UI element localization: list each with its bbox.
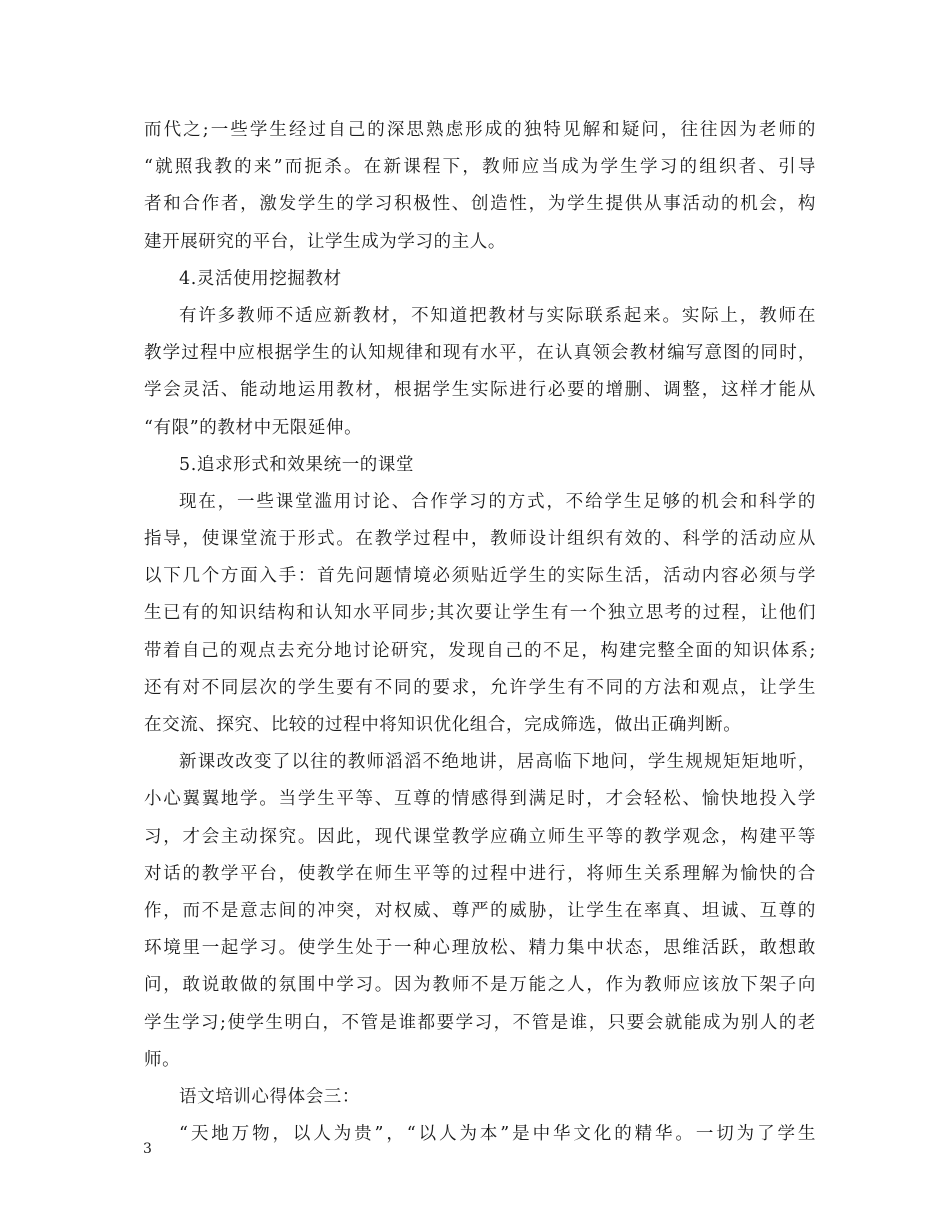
text-line: 学生学习;使学生明白，不管是谁都要学习，不管是谁，只要会就能成为别人的老 — [144, 1012, 816, 1033]
text-line: 语文培训心得体会三： — [179, 1086, 360, 1107]
text-line: “有限”的教材中无限延伸。 — [144, 417, 363, 438]
text-line: 4.灵活使用挖掘教材 — [179, 268, 342, 289]
text-line: 对话的教学平台，使教学在师生平等的过程中进行，将师生关系理解为愉快的合 — [144, 863, 816, 884]
text-line: 建开展研究的平台，让学生成为学习的主人。 — [144, 231, 506, 252]
text-line: 生已有的知识结构和认知水平同步;其次要让学生有一个独立思考的过程，让他们 — [144, 603, 816, 624]
text-line: 新课改改变了以往的教师滔滔不绝地讲，居高临下地问，学生规规矩矩地听， — [179, 752, 816, 773]
text-line: “天地万物，以人为贵”，“以人为本”是中华文化的精华。一切为了学生 — [179, 1124, 816, 1145]
text-line: 有许多教师不适应新教材，不知道把教材与实际联系起来。实际上，教师在 — [179, 305, 816, 326]
text-line: 5.追求形式和效果统一的课堂 — [179, 454, 415, 475]
text-line: 小心翼翼地学。当学生平等、互尊的情感得到满足时，才会轻松、愉快地投入学 — [144, 789, 816, 810]
text-line: 学会灵活、能动地运用教材，根据学生实际进行必要的增删、调整，这样才能从 — [144, 380, 816, 401]
text-line: 环境里一起学习。使学生处于一种心理放松、精力集中状态，思维活跃，敢想敢 — [144, 938, 816, 959]
text-line: 作，而不是意志间的冲突，对权威、尊严的威胁，让学生在率真、坦诚、互尊的 — [144, 900, 816, 921]
text-line: 还有对不同层次的学生要有不同的要求，允许学生有不同的方法和观点，让学生 — [144, 677, 816, 698]
text-line: 者和合作者，激发学生的学习积极性、创造性，为学生提供从事活动的机会，构 — [144, 194, 816, 215]
text-line: 问，敢说敢做的氛围中学习。因为教师不是万能之人，作为教师应该放下架子向 — [144, 975, 816, 996]
page-number: 3 — [143, 1141, 152, 1157]
text-line: 指导，使课堂流于形式。在教学过程中，教师设计组织有效的、科学的活动应从 — [144, 529, 816, 550]
text-line: 在交流、探究、比较的过程中将知识优化组合，完成筛选，做出正确判断。 — [144, 715, 742, 735]
text-line: 以下几个方面入手：首先问题情境必须贴近学生的实际生活，活动内容必须与学 — [144, 566, 816, 587]
document-body — [144, 112, 816, 1153]
text-line: 师。 — [144, 1049, 181, 1070]
text-line: 现在，一些课堂滥用讨论、合作学习的方式，不给学生足够的机会和科学的 — [179, 491, 816, 512]
text-line: “就照我教的来”而扼杀。在新课程下，教师应当成为学生学习的组织者、引导 — [144, 157, 816, 178]
text-line: 习，才会主动探究。因此，现代课堂教学应确立师生平等的教学观念，构建平等 — [144, 826, 816, 847]
text-line: 教学过程中应根据学生的认知规律和现有水平，在认真领会教材编写意图的同时， — [144, 343, 816, 364]
text-line: 而代之;一些学生经过自己的深思熟虑形成的独特见解和疑问，往往因为老师的 — [144, 120, 816, 140]
text-line: 带着自己的观点去充分地讨论研究，发现自己的不足，构建完整全面的知识体系; — [144, 640, 816, 661]
